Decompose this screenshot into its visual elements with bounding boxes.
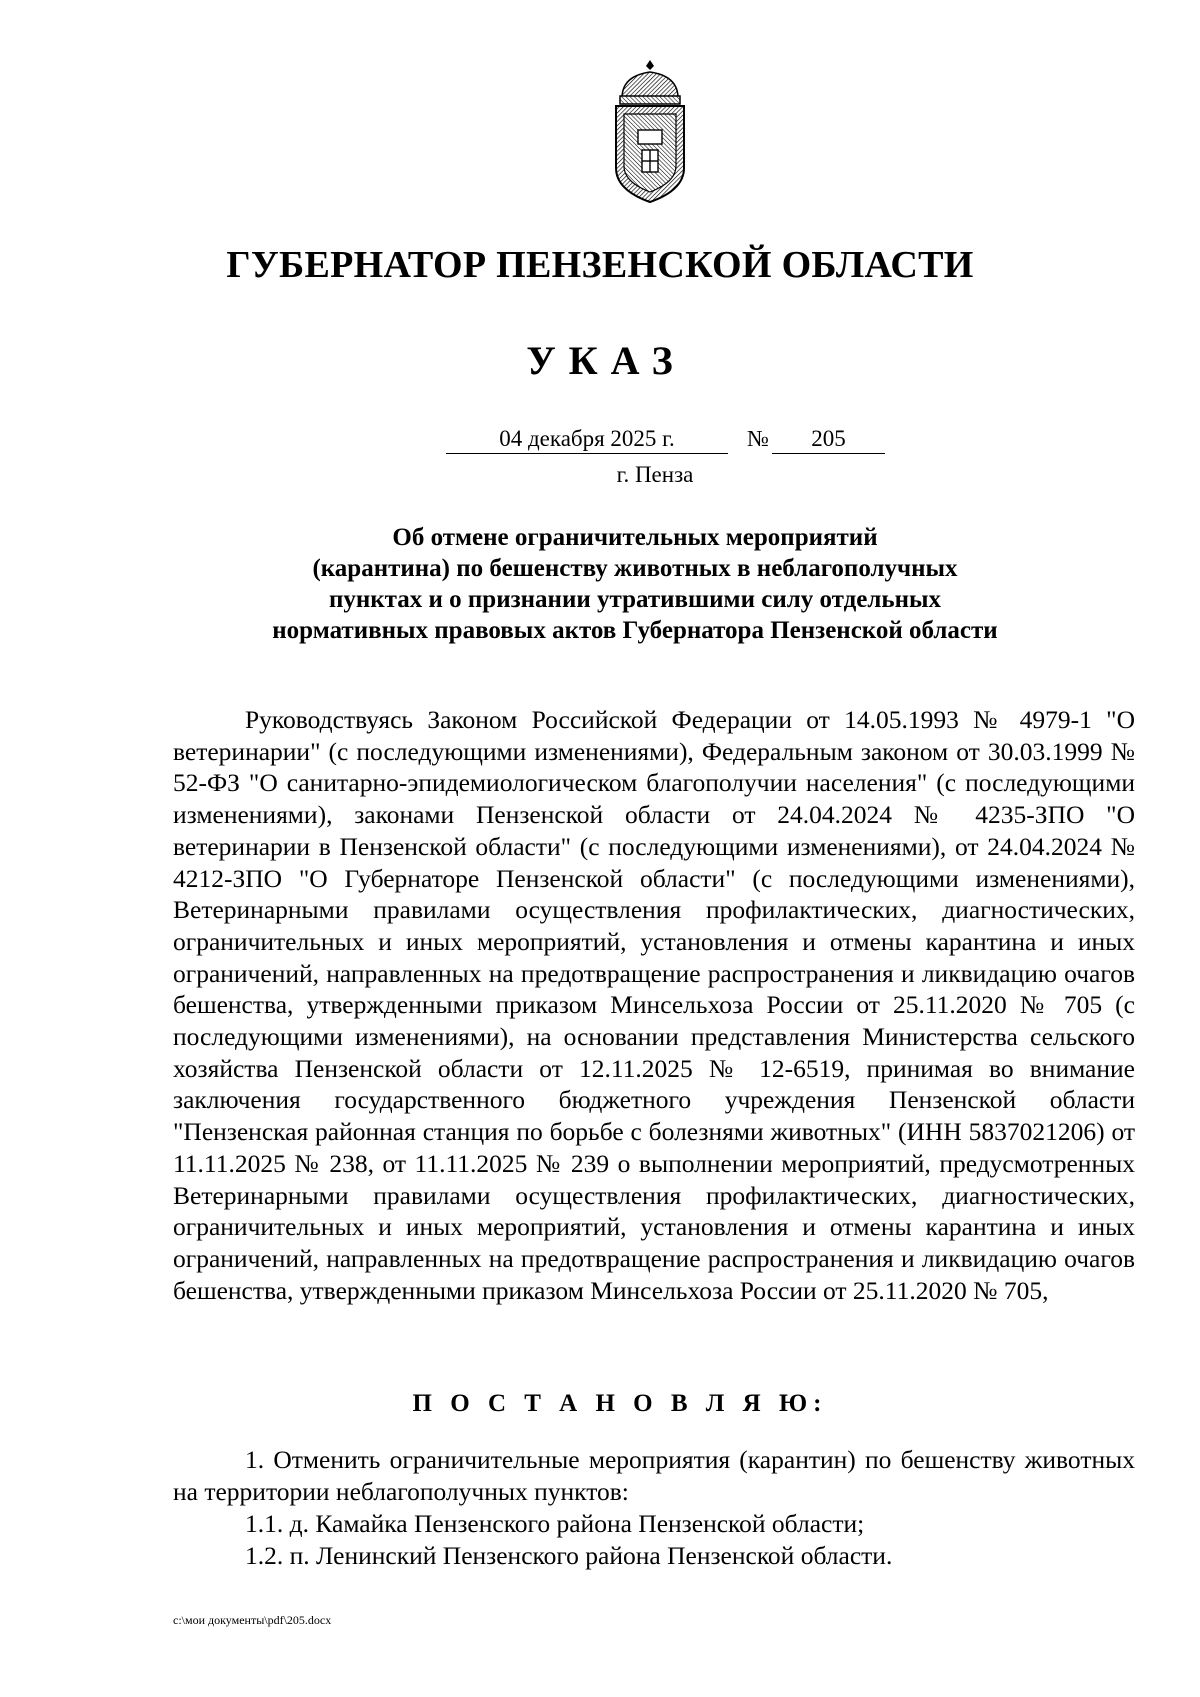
document-type-heading: УКАЗ (526, 338, 686, 383)
resolve-heading: П О С Т А Н О В Л Я Ю: (412, 1390, 828, 1417)
clause-1: 1. Отменить ограничительные мероприятия (карантин) по бешенству животных на территории неблагополучных пунктов: (173, 1445, 1135, 1506)
decree-number: 205 (772, 425, 885, 454)
decree-date: 04 декабря 2025 г. (446, 425, 728, 454)
title-line: пунктах и о признании утратившими силу отдельных (328, 586, 942, 613)
coat-of-arms-icon (608, 58, 692, 206)
preamble-paragraph: Руководствуясь Законом Российской Федерации от 14.05.1993 № 4979-1 "О ветеринарии" (с последующими изменениями), Федеральным законом от 30.03.1999 № 52-ФЗ "О санитарно-эпидемиологическом благополучии населения" (с последующими изменениями), законами Пензенской области от 24.04.2024 № 4235-ЗПО "О ветеринарии в Пензенской области" (с последующими изменениями), от 24.04.2024 № 4212-ЗПО "О Губернаторе Пензенской области" (с последующими изменениями), Ветеринарными правилами осуществления профилактических, диагностических, ограничительных и иных мероприятий, установления и отмены карантина и иных ограничений, направленных на предотвращение распространения и ликвидацию очагов бешенства, утвержденными приказом Минсельхоза России от 25.11.2020 № 705 (с последующими изменениями), на основании представления Министерства сельского хозяйства Пензенской области от 12.11.2025 № 12-6519, принимая во внимание заключения государственного бюджетного учреждения Пензенской области "Пензенская районная станция по борьбе с болезнями животных" (ИНН 5837021206) от 11.11.2025 № 238, от 11.11.2025 № 239 о выполнении мероприятий, предусмотренных Ветеринарными правилами осуществления профилактических, диагностических, ограничительных и иных мероприятий, установления и отмены карантина и иных ограничений, направленных на предотвращение распространения и ликвидацию очагов бешенства, утвержденными приказом Минсельхоза России от 25.11.2020 № 705, (173, 705, 1135, 1305)
title-line: нормативных правовых актов Губернатора Пензенской области (272, 617, 998, 644)
authority-heading: ГУБЕРНАТОР ПЕНЗЕНСКОЙ ОБЛАСТИ (226, 244, 974, 286)
decree-title (200, 522, 1070, 646)
clause-1-1: 1.1. д. Камайка Пензенского района Пензенской области; (245, 1509, 865, 1538)
title-line: (карантина) по бешенству животных в неблагополучных (312, 555, 958, 582)
number-sign: № (747, 426, 769, 451)
file-path-footer: c:\мои документы\pdf\205.docx (173, 1613, 332, 1627)
clause-1-2: 1.2. п. Ленинский Пензенского района Пензенской области. (245, 1541, 893, 1570)
title-line: Об отмене ограничительных мероприятий (392, 524, 878, 551)
decree-city: г. Пенза (616, 462, 694, 487)
